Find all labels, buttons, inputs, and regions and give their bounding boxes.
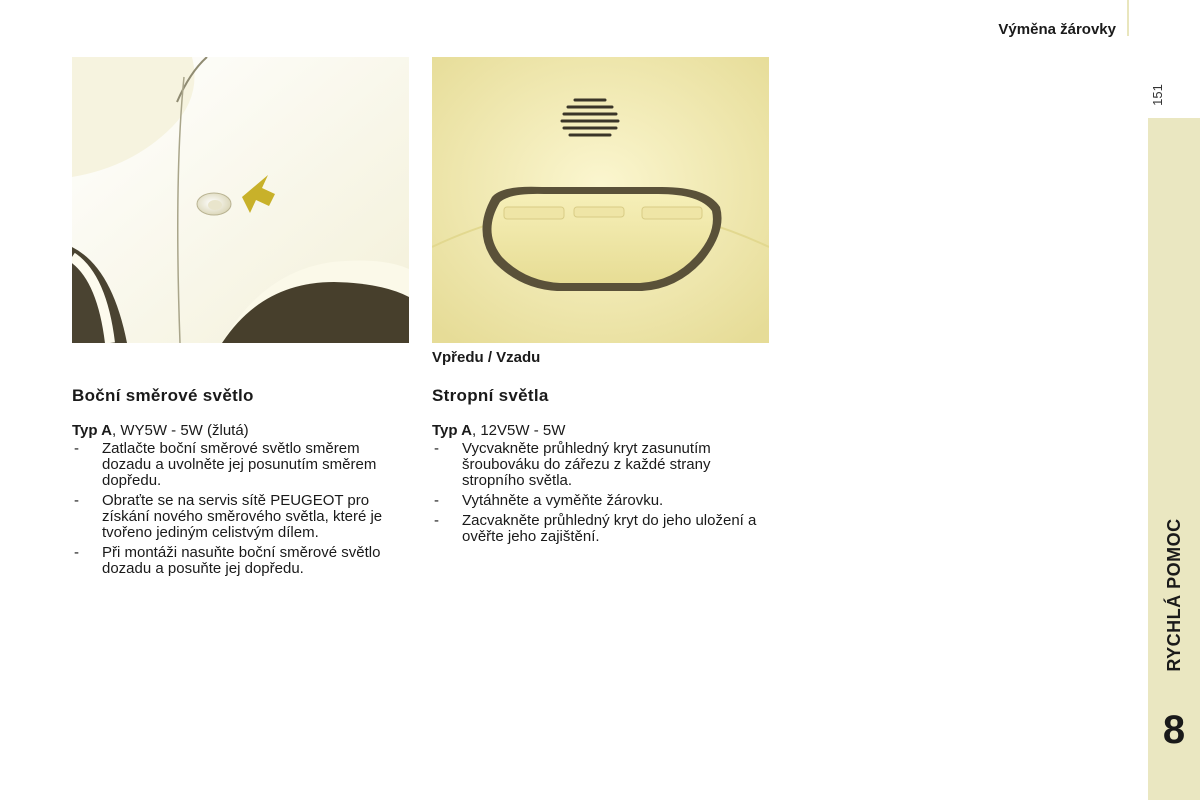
step-text: Zatlačte boční směrové světlo směrem dozadu a uvolněte jej posunutím směrem dopředu.: [102, 440, 377, 489]
list-dash: -: [434, 512, 439, 529]
list-dash: -: [74, 440, 79, 457]
list-item: [72, 545, 412, 577]
list-dash: -: [74, 544, 79, 561]
section-heading-ceiling-lights: Stropní světla: [432, 386, 549, 405]
list-dash: -: [434, 440, 439, 457]
page-title: Výměna žárovky: [998, 21, 1116, 38]
header-divider: [1127, 0, 1129, 36]
bulb-type-line: [72, 423, 412, 439]
steps-list: [72, 441, 412, 577]
ceiling-lights-instructions: [432, 423, 772, 549]
chapter-label: RYCHLÁ POMOC: [1163, 518, 1184, 672]
bulb-type-value: , 12V5W - 5W: [472, 422, 566, 439]
list-item: [72, 441, 412, 489]
list-item: [432, 513, 772, 545]
steps-list: [432, 441, 772, 545]
step-text: Vytáhněte a vyměňte žárovku.: [462, 492, 664, 509]
step-text: Vycvakněte průhledný kryt zasunutím šroubováku do zářezu z každé strany stropního světla.: [462, 440, 711, 489]
bulb-type-label: Typ A: [432, 422, 472, 439]
list-item: [432, 493, 772, 509]
side-indicator-instructions: [72, 423, 412, 581]
side-indicator-photo: [72, 57, 409, 343]
section-heading-side-indicator: Boční směrové světlo: [72, 386, 254, 405]
page-number: 151: [1149, 84, 1165, 106]
bulb-type-value: , WY5W - 5W (žlutá): [112, 422, 249, 439]
list-item: [72, 493, 412, 541]
list-dash: -: [74, 492, 79, 509]
list-item: [432, 441, 772, 489]
bulb-type-label: Typ A: [72, 422, 112, 439]
bulb-type-line: [432, 423, 772, 439]
ceiling-light-photo: [432, 57, 769, 343]
chapter-number: 8: [1162, 707, 1186, 752]
step-text: Zacvakněte průhledný kryt do jeho uložení a ověřte jeho zajištění.: [462, 512, 757, 545]
list-dash: -: [434, 492, 439, 509]
step-text: Obraťte se na servis sítě PEUGEOT pro získání nového směrového světla, které je tvořeno jediným celistvým dílem.: [102, 492, 383, 541]
step-text: Při montáži nasuňte boční směrové světlo dozadu a posuňte jej dopředu.: [102, 544, 381, 577]
photo-caption: Vpředu / Vzadu: [432, 349, 541, 366]
